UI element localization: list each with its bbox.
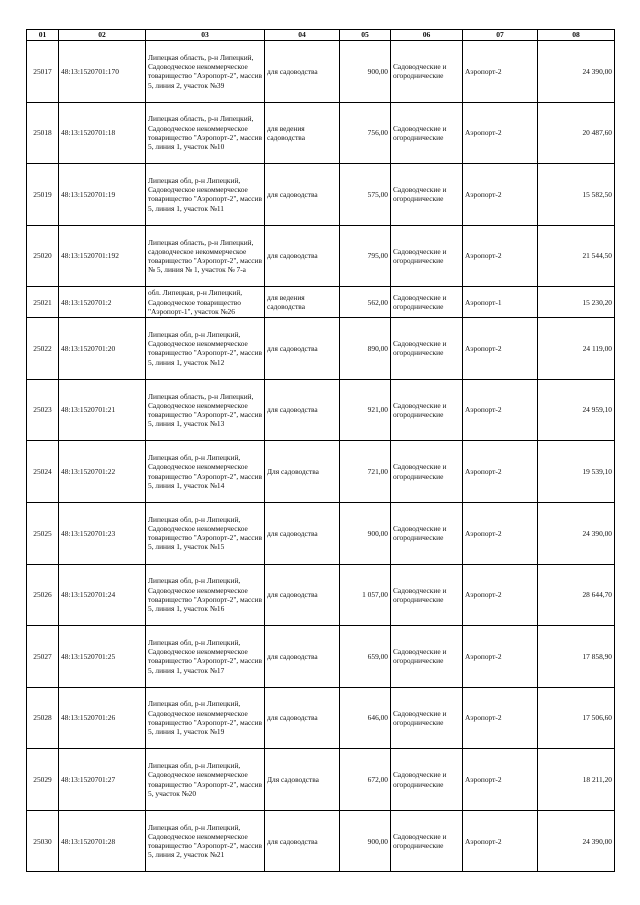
row-number: 25027 xyxy=(27,626,59,688)
land-category: Садоводческие и огороднические xyxy=(391,687,463,749)
table-row xyxy=(27,102,615,164)
row-number: 25028 xyxy=(27,687,59,749)
permitted-use: Для садоводства xyxy=(265,749,340,811)
tariff-zone: Аэропорт-2 xyxy=(463,41,538,103)
area: 900,00 xyxy=(340,41,391,103)
table-row xyxy=(27,749,615,811)
table-row xyxy=(27,687,615,749)
land-category: Садоводческие и огороднические xyxy=(391,225,463,287)
address: Липецкая область, р-н Липецкий, Садоводческое некоммерческое товарищество "Аэропорт-2", массив 5, линия 1, участок №10 xyxy=(146,102,265,164)
cadastral-number: 48:13:1520701:20 xyxy=(59,318,146,380)
table-row xyxy=(27,441,615,503)
address: Липецкая область, р-н Липецкий, Садоводческое некоммерческое товарищество "Аэропорт-2", массив 5, линия 1, участок №13 xyxy=(146,379,265,441)
area: 890,00 xyxy=(340,318,391,380)
cadastral-value: 15 582,50 xyxy=(538,164,615,226)
row-number: 25017 xyxy=(27,41,59,103)
address: Липецкая обл, р-н Липецкий, Садоводческое некоммерческое товарищество "Аэропорт-2", массив 5, линия 1, участок №12 xyxy=(146,318,265,380)
tariff-zone: Аэропорт-2 xyxy=(463,318,538,380)
land-category: Садоводческие и огороднические xyxy=(391,749,463,811)
table-row xyxy=(27,379,615,441)
address: Липецкая обл, р-н Липецкий, Садоводческое некоммерческое товарищество "Аэропорт-2", массив 5, линия 1, участок №16 xyxy=(146,564,265,626)
table-row xyxy=(27,626,615,688)
table-row xyxy=(27,164,615,226)
cadastral-value: 24 390,00 xyxy=(538,810,615,872)
permitted-use: для садоводства xyxy=(265,379,340,441)
address: Липецкая обл, р-н Липецкий, Садоводческое некоммерческое товарищество "Аэропорт-2", массив 5, линия 1, участок №15 xyxy=(146,502,265,564)
area: 921,00 xyxy=(340,379,391,441)
tariff-zone: Аэропорт-2 xyxy=(463,441,538,503)
row-number: 25021 xyxy=(27,287,59,318)
cadastral-number: 48:13:1520701:28 xyxy=(59,810,146,872)
tariff-zone: Аэропорт-2 xyxy=(463,749,538,811)
land-category: Садоводческие и огороднические xyxy=(391,564,463,626)
header-col-01: 01 xyxy=(27,30,59,41)
cadastral-value: 24 119,00 xyxy=(538,318,615,380)
address: Липецкая обл, р-н Липецкий, Садоводческое некоммерческое товарищество "Аэропорт-2", массив 5, линия 2, участок №21 xyxy=(146,810,265,872)
cadastral-number: 48:13:1520701:27 xyxy=(59,749,146,811)
land-category: Садоводческие и огороднические xyxy=(391,318,463,380)
permitted-use: для садоводства xyxy=(265,626,340,688)
cadastral-number: 48:13:1520701:22 xyxy=(59,441,146,503)
address: обл. Липецкая, р-н Липецкий, Садоводческое товарищество "Аэропорт-1", участок №26 xyxy=(146,287,265,318)
land-category: Садоводческие и огороднические xyxy=(391,502,463,564)
tariff-zone: Аэропорт-2 xyxy=(463,626,538,688)
land-category: Садоводческие и огороднические xyxy=(391,379,463,441)
area: 562,00 xyxy=(340,287,391,318)
area: 659,00 xyxy=(340,626,391,688)
header-col-07: 07 xyxy=(463,30,538,41)
address: Липецкая область, р-н Липецкий, садоводческое некоммерческое товарищество "Аэропорт-2", массив № 5, линия № 1, участок № 7-а xyxy=(146,225,265,287)
permitted-use: для садоводства xyxy=(265,41,340,103)
cadastral-value: 18 211,20 xyxy=(538,749,615,811)
cadastral-number: 48:13:1520701:25 xyxy=(59,626,146,688)
cadastral-value: 24 959,10 xyxy=(538,379,615,441)
land-category: Садоводческие и огороднические xyxy=(391,41,463,103)
cadastral-number: 48:13:1520701:23 xyxy=(59,502,146,564)
area: 646,00 xyxy=(340,687,391,749)
row-number: 25022 xyxy=(27,318,59,380)
cadastral-number: 48:13:1520701:18 xyxy=(59,102,146,164)
header-col-05: 05 xyxy=(340,30,391,41)
row-number: 25019 xyxy=(27,164,59,226)
table-row xyxy=(27,225,615,287)
row-number: 25026 xyxy=(27,564,59,626)
address: Липецкая обл, р-н Липецкий, Садоводческое некоммерческое товарищество "Аэропорт-2", массив 5, линия 1, участок №11 xyxy=(146,164,265,226)
cadastral-value: 24 390,00 xyxy=(538,41,615,103)
tariff-zone: Аэропорт-2 xyxy=(463,564,538,626)
land-category: Садоводческие и огороднические xyxy=(391,287,463,318)
row-number: 25018 xyxy=(27,102,59,164)
permitted-use: для садоводства xyxy=(265,318,340,380)
table-row xyxy=(27,502,615,564)
header-col-08: 08 xyxy=(538,30,615,41)
permitted-use: для ведения садоводства xyxy=(265,287,340,318)
row-number: 25025 xyxy=(27,502,59,564)
cadastral-number: 48:13:1520701:2 xyxy=(59,287,146,318)
tariff-zone: Аэропорт-2 xyxy=(463,164,538,226)
permitted-use: Для садоводства xyxy=(265,441,340,503)
header-col-03: 03 xyxy=(146,30,265,41)
cadastral-number: 48:13:1520701:19 xyxy=(59,164,146,226)
row-number: 25023 xyxy=(27,379,59,441)
table-row xyxy=(27,41,615,103)
table-row xyxy=(27,564,615,626)
land-category: Садоводческие и огороднические xyxy=(391,441,463,503)
cadastral-number: 48:13:1520701:24 xyxy=(59,564,146,626)
header-col-06: 06 xyxy=(391,30,463,41)
land-category: Садоводческие и огороднические xyxy=(391,626,463,688)
cadastral-table xyxy=(26,29,615,872)
permitted-use: для садоводства xyxy=(265,564,340,626)
area: 756,00 xyxy=(340,102,391,164)
cadastral-value: 17 858,90 xyxy=(538,626,615,688)
permitted-use: для садоводства xyxy=(265,810,340,872)
row-number: 25030 xyxy=(27,810,59,872)
address: Липецкая обл, р-н Липецкий, Садоводческое некоммерческое товарищество "Аэропорт-2", массив 5, линия 1, участок №14 xyxy=(146,441,265,503)
cadastral-number: 48:13:1520701:21 xyxy=(59,379,146,441)
cadastral-value: 24 390,00 xyxy=(538,502,615,564)
address: Липецкая обл, р-н Липецкий, Садоводческое некоммерческое товарищество "Аэропорт-2", массив 5, линия 1, участок №19 xyxy=(146,687,265,749)
area: 795,00 xyxy=(340,225,391,287)
permitted-use: для ведения садоводства xyxy=(265,102,340,164)
row-number: 25029 xyxy=(27,749,59,811)
permitted-use: для садоводства xyxy=(265,225,340,287)
land-category: Садоводческие и огороднические xyxy=(391,810,463,872)
tariff-zone: Аэропорт-2 xyxy=(463,225,538,287)
area: 721,00 xyxy=(340,441,391,503)
cadastral-number: 48:13:1520701:170 xyxy=(59,41,146,103)
tariff-zone: Аэропорт-2 xyxy=(463,810,538,872)
permitted-use: для садоводства xyxy=(265,164,340,226)
row-number: 25024 xyxy=(27,441,59,503)
row-number: 25020 xyxy=(27,225,59,287)
cadastral-value: 21 544,50 xyxy=(538,225,615,287)
cadastral-value: 20 487,60 xyxy=(538,102,615,164)
land-category: Садоводческие и огороднические xyxy=(391,164,463,226)
header-col-02: 02 xyxy=(59,30,146,41)
cadastral-number: 48:13:1520701:192 xyxy=(59,225,146,287)
address: Липецкая обл, р-н Липецкий, Садоводческое некоммерческое товарищество "Аэропорт-2", массив 5, линия 1, участок №17 xyxy=(146,626,265,688)
cadastral-value: 28 644,70 xyxy=(538,564,615,626)
cadastral-value: 19 539,10 xyxy=(538,441,615,503)
land-category: Садоводческие и огороднические xyxy=(391,102,463,164)
tariff-zone: Аэропорт-2 xyxy=(463,379,538,441)
area: 1 057,00 xyxy=(340,564,391,626)
tariff-zone: Аэропорт-2 xyxy=(463,502,538,564)
area: 900,00 xyxy=(340,810,391,872)
address: Липецкая область, р-н Липецкий, Садоводческое некоммерческое товарищество "Аэропорт-2", массив 5, линия 2, участок №39 xyxy=(146,41,265,103)
address: Липецкая обл, р-н Липецкий, Садоводческое некоммерческое товарищество "Аэропорт-2", массив 5, участок №20 xyxy=(146,749,265,811)
cadastral-number: 48:13:1520701:26 xyxy=(59,687,146,749)
tariff-zone: Аэропорт-2 xyxy=(463,102,538,164)
tariff-zone: Аэропорт-2 xyxy=(463,687,538,749)
tariff-zone: Аэропорт-1 xyxy=(463,287,538,318)
table-header-row xyxy=(27,30,615,41)
permitted-use: для садоводства xyxy=(265,687,340,749)
area: 900,00 xyxy=(340,502,391,564)
table-row xyxy=(27,318,615,380)
area: 575,00 xyxy=(340,164,391,226)
table-row xyxy=(27,287,615,318)
cadastral-value: 15 230,20 xyxy=(538,287,615,318)
cadastral-value: 17 506,60 xyxy=(538,687,615,749)
permitted-use: для садоводства xyxy=(265,502,340,564)
table-row xyxy=(27,810,615,872)
area: 672,00 xyxy=(340,749,391,811)
header-col-04: 04 xyxy=(265,30,340,41)
